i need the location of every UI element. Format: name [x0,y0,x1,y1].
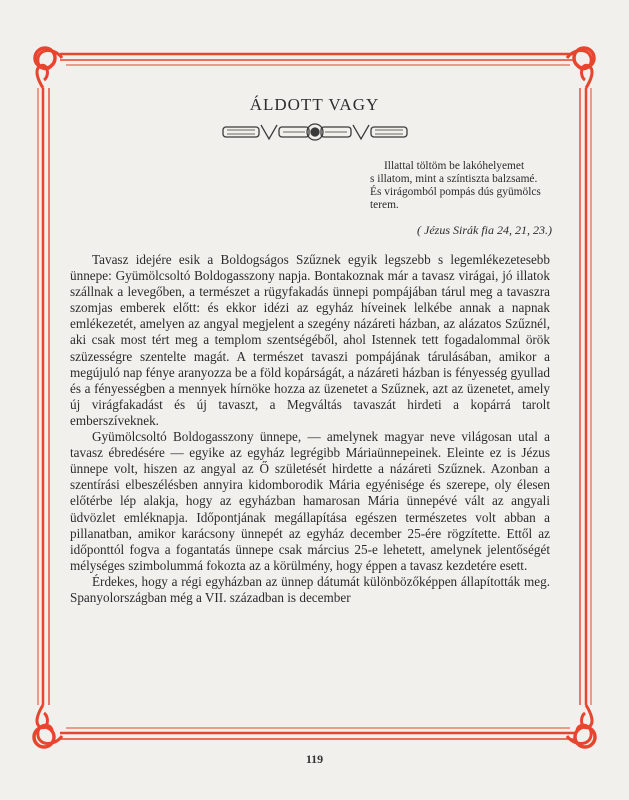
corner-ornament-bottom-left [34,705,62,747]
page-number: 119 [305,752,324,766]
epigraph-line: És virágomból pompás dús gyümölcs [370,186,541,198]
corner-ornament-top-left [35,48,62,88]
body-text [70,252,550,606]
epigraph-line: Illattal töltöm be lakóhelyemet [384,160,525,172]
title-ornament-icon [221,121,409,143]
corner-ornament-bottom-right [567,705,595,747]
epigraph [370,160,552,212]
epigraph-line: terem. [370,199,399,211]
corner-ornament-top-right [567,48,594,88]
paragraph: Gyümölcsoltó Boldogasszony ünnepe, — amelynek magyar neve világosan utal a tavasz ébredésére — egyike az egyház legrégibb Máriaünnepeinek. Eleinte ez is Jézus ünnepe volt, hiszen az angyal az Ő születését hirdette a názáreti Szűznek. Azonban a szentírási elbeszélésben annyira kidomborodik Mária egyénisége és szerepe, oly élesen előtérbe lép alakja, hogy az egyházban hamarosan Mária ünnepévé vált az angyali üdvözlet emléknapja. Időpontjának megállapítása egészen természetes volt abban a pillanatban, amikor karácsony ünnepét az egyház december 25-ére rögzítette. Ettől az időponttól fogva a fogantatás ünnepe csak március 25-e lehetett, amelynek jelentőségét mélységes szimbolummá fokozta az a körülmény, hogy éppen a tavasz kezdetére esett. [70,429,550,573]
epigraph-citation: ( Jézus Sirák fia 24, 21, 23.) [417,223,552,237]
chapter-title: ÁLDOTT VAGY [249,95,380,114]
epigraph-line: s illatom, mint a színtiszta balzsamé. [370,173,538,185]
paragraph: Tavasz idejére esik a Boldogságos Szűznek egyik legszebb s legemlékezetesebb ünnepe: Gyümölcsoltó Boldogasszony napja. Bontakoznak már a tavasz virágai, jó illatok szállnak a levegőben, a természet a rügyfakadás ünnepi pompájában tárul meg a tavaszra szomjas emberek előtt: és ekkor idézi az egyház híveinek lelkébe annak a napnak emlékezetét, amelyen az angyal megjelent a szegény názáreti házban, az alázatos Szűznél, aki csak most tért meg a templom szentségéből, ahol Istennek tett fogadalommal örök szüzességre szentelte magát. A természet tavaszi pompájának tárulásában, amikor a megújuló nap fénye aranyozza be a föld kopárságát, a názáreti házban is fényesség gyullad és a fényességben a mennyek hírnöke hozza az üzenetet a Szűznek, azt az üzenetet, amely új virágfakadást és új tavaszt, a Megváltás tavaszát hirdeti a kopárrá tarolt emberszíveknek. [70,252,550,428]
paragraph: Érdekes, hogy a régi egyházban az ünnep dátumát különbözőképpen állapították meg. Spanyolországban még a VII. században is december [70,573,550,605]
